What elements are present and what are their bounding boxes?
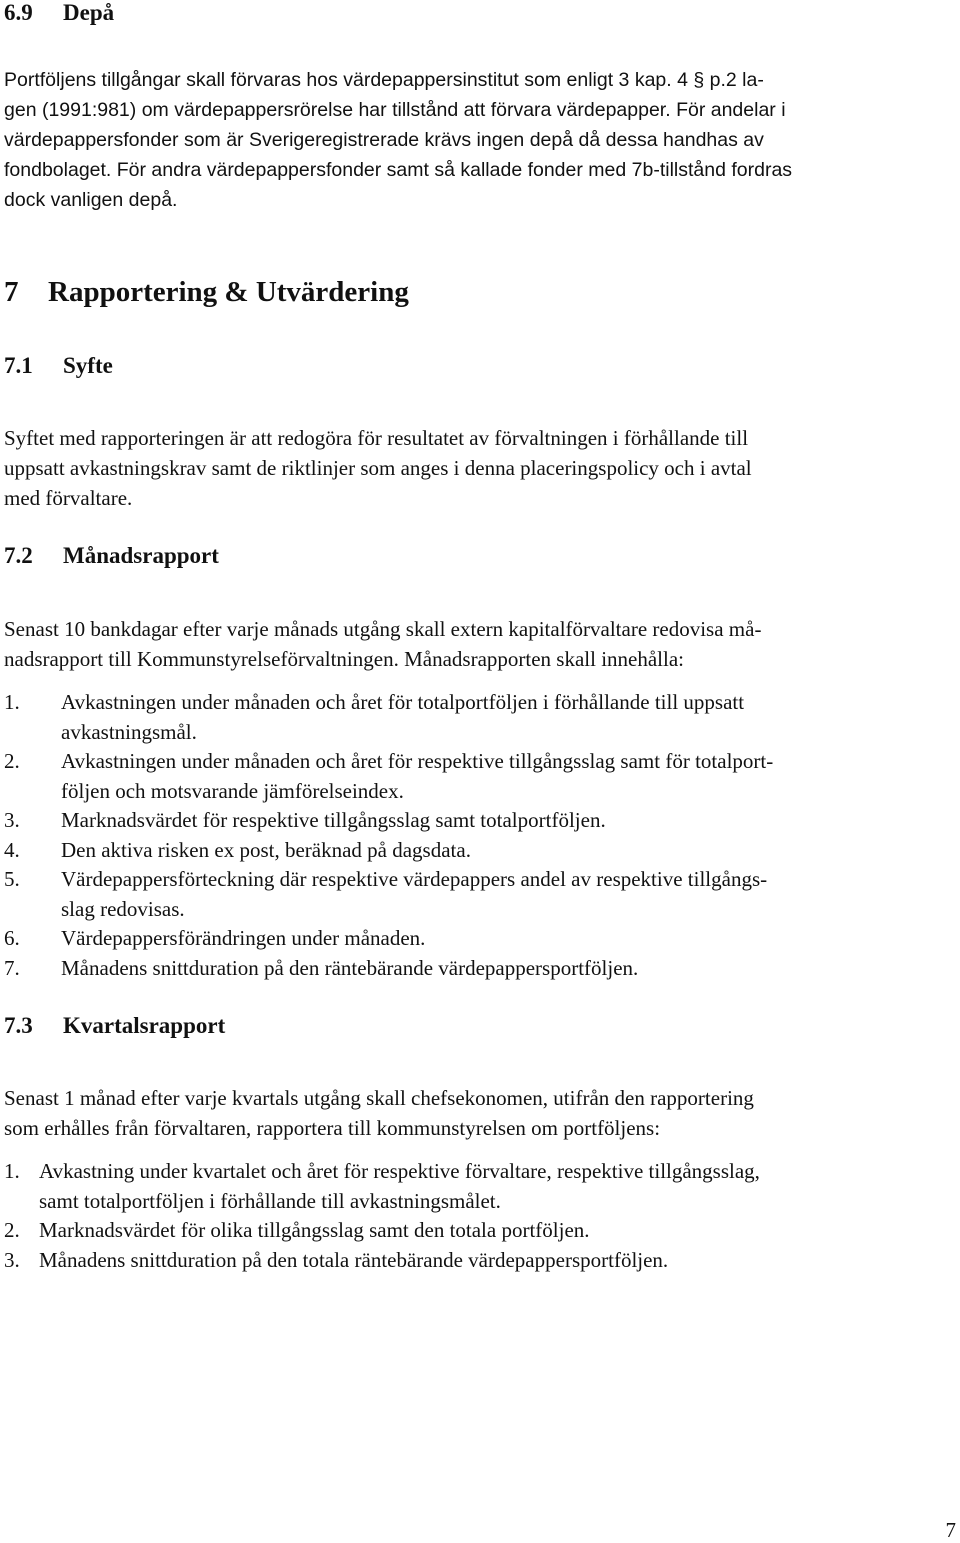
monthly-report-list [4, 688, 954, 983]
text-line: Avkastning under kvartalet och året för respektive förvaltare, respektive tillgångsslag, [39, 1159, 760, 1183]
text-line: Månadens snittduration på den totala räntebärande värdepappersportföljen. [39, 1247, 669, 1272]
text-line: Månadens snittduration på den räntebärande värdepappersportföljen. [61, 955, 639, 980]
heading-6-9 [4, 0, 954, 26]
page-number: 7 [945, 1518, 956, 1542]
text-line: som erhålles från förvaltaren, rapportera till kommunstyrelsen om portföljens: [4, 1116, 661, 1140]
list-item [4, 954, 954, 984]
text-line: Den aktiva risken ex post, beräknad på dagsdata. [61, 837, 471, 862]
list-item [4, 865, 954, 924]
text-line: värdepappersfonder som är Sverigeregistrerade krävs ingen depå då dessa handhas av [4, 129, 764, 151]
paragraph-manadsrapport [4, 614, 954, 674]
text-line: gen (1991:981) om värdepappersrörelse har tillstånd att förvara värdepapper. För andelar i [4, 99, 786, 121]
text-line: Avkastningen under månaden och året för respektive tillgångsslag samt för totalport- [61, 749, 774, 773]
paragraph-depa [4, 65, 954, 215]
heading-title: Månadsrapport [63, 543, 219, 568]
text-line: följen och motsvarande jämförelseindex. [61, 778, 404, 803]
text-line: samt totalportföljen i förhållande till avkastningsmålet. [39, 1188, 501, 1213]
heading-number: 7.3 [4, 1013, 33, 1038]
list-number: 2. [4, 749, 20, 773]
list-item [4, 806, 954, 836]
heading-7-3 [4, 1013, 954, 1039]
list-item [4, 1246, 954, 1276]
text-line: slag redovisas. [61, 896, 185, 921]
text-line: Senast 1 månad efter varje kvartals utgång skall chefsekonomen, utifrån den rapportering [4, 1086, 754, 1110]
heading-title: Syfte [63, 353, 113, 378]
list-number: 1. [4, 690, 20, 714]
list-item [4, 1216, 954, 1246]
list-number: 3. [4, 808, 20, 832]
heading-title: Rapportering & Utvärdering [48, 276, 409, 308]
list-number: 3. [4, 1247, 20, 1272]
list-item [4, 1157, 954, 1216]
text-line: Syftet med rapporteringen är att redogöra för resultatet av förvaltningen i förhållande till [4, 426, 749, 450]
heading-number: 7.1 [4, 353, 33, 378]
list-item [4, 688, 954, 747]
heading-title: Kvartalsrapport [63, 1013, 226, 1038]
list-number: 2. [4, 1218, 20, 1242]
text-line: Avkastningen under månaden och året för totalportföljen i förhållande till uppsatt [61, 690, 745, 714]
text-line: Senast 10 bankdagar efter varje månads utgång skall extern kapitalförvaltare redovisa må- [4, 617, 762, 641]
text-line: nadsrapport till Kommunstyrelseförvaltningen. Månadsrapporten skall innehålla: [4, 647, 684, 671]
list-number: 1. [4, 1159, 20, 1183]
text-line: avkastningsmål. [61, 719, 197, 744]
list-item [4, 836, 954, 866]
heading-number: 7.2 [4, 543, 33, 568]
quarterly-report-list [4, 1157, 954, 1275]
text-line: Marknadsvärdet för respektive tillgångsslag samt totalportföljen. [61, 808, 606, 832]
list-number: 5. [4, 867, 20, 891]
list-number: 4. [4, 837, 20, 862]
heading-title: Depå [63, 0, 115, 25]
heading-7-1 [4, 353, 954, 379]
text-line: uppsatt avkastningskrav samt de riktlinjer som anges i denna placeringspolicy och i avtal [4, 456, 752, 480]
text-line: Portföljens tillgångar skall förvaras hos värdepappersinstitut som enligt 3 kap. 4 § p.2 la- [4, 69, 764, 91]
list-item [4, 747, 954, 806]
heading-number: 6.9 [4, 0, 33, 25]
heading-7 [4, 276, 954, 308]
list-item [4, 924, 954, 954]
text-line: Värdepappersförteckning där respektive värdepappers andel av respektive tillgångs- [61, 867, 768, 891]
heading-7-2 [4, 543, 954, 569]
list-number: 7. [4, 955, 20, 980]
list-number: 6. [4, 926, 20, 950]
heading-number: 7 [4, 276, 19, 308]
paragraph-syfte [4, 423, 954, 513]
text-line: Marknadsvärdet för olika tillgångsslag samt den totala portföljen. [39, 1218, 590, 1242]
text-line: Värdepappersförändringen under månaden. [61, 926, 426, 950]
text-line: med förvaltare. [4, 486, 133, 510]
paragraph-kvartalsrapport [4, 1083, 954, 1143]
text-line: fondbolaget. För andra värdepappersfonder samt så kallade fonder med 7b-tillstånd fordras [4, 159, 793, 181]
text-line: dock vanligen depå. [4, 189, 178, 211]
